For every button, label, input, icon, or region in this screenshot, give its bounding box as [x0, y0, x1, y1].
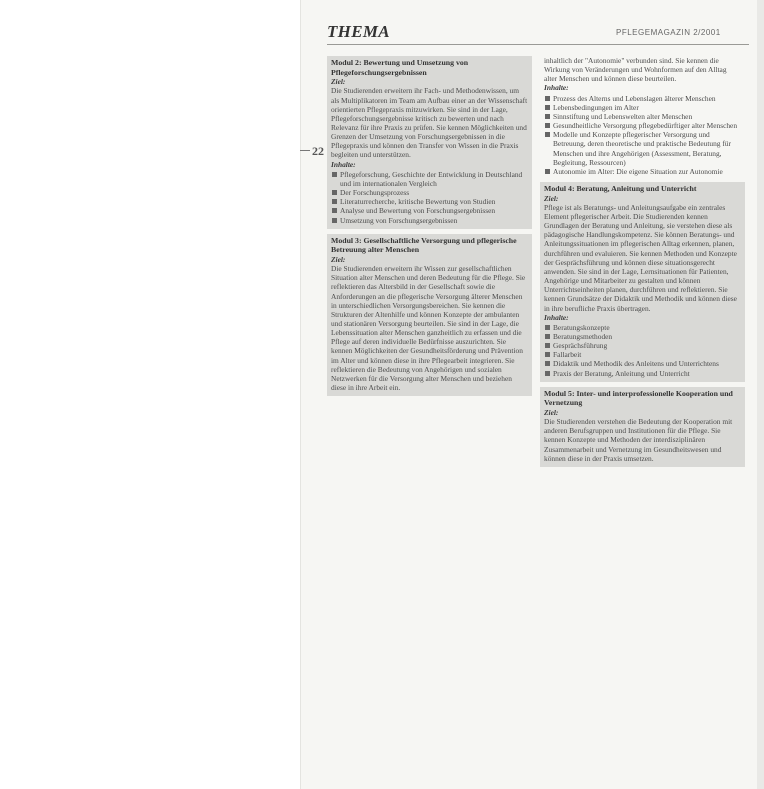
list-item: Analyse und Bewertung von Forschungsergebnissen — [331, 206, 528, 215]
right-column — [540, 56, 745, 472]
list-item: Lebensbedingungen im Alter — [544, 103, 741, 112]
left-column — [327, 56, 532, 401]
ziel-label: Ziel: — [331, 254, 346, 264]
fold-mark — [300, 150, 310, 151]
ziel-label: Ziel: — [544, 407, 559, 417]
ziel-text: Die Studierenden erweitern ihr Fach- und Methodenwissen, um als Multiplikatoren im Team am Aufbau einer an der Wissenschaft orientierten Pflegepraxis mitzuwirken. Sie sind in der Lage, Pflegeforschungsergebnisse kritisch zu bewerten und nach Relevanz für ihre Praxis zu prüfen. Sie kennen Möglichkeiten und Grenzen der Umsetzung von Forschungsergebnissen in die Pflegepraxis und können den Transfer von Wissen in die Praxis begleiten und unterstützen. — [331, 86, 528, 160]
page-edge — [757, 0, 764, 789]
content-list — [331, 170, 528, 225]
header-rule — [327, 44, 749, 45]
scan-background — [0, 0, 300, 789]
section-title: THEMA — [327, 22, 390, 41]
list-item: Modelle und Konzepte pflegerischer Versorgung und Betreuung, deren theoretische und praktische Bedeutung für Menschen und ihre Angehörigen (Assessment, Beratung, Begleitung, Ressourcen) — [544, 130, 741, 167]
inhalte-label: Inhalte: — [331, 159, 356, 169]
continued-text: inhaltlich der "Autonomie" verbunden sind. Sie kennen die Wirkung von Veränderungen und Wohnformen auf den Alltag alter Menschen und können diese beurteilen. — [544, 56, 727, 84]
module-4-box — [540, 182, 745, 382]
page-number: 22 — [312, 144, 324, 158]
module-2-box — [327, 56, 532, 229]
list-item: Sinnstiftung und Lebenswelten alter Menschen — [544, 112, 741, 121]
module-5-box — [540, 387, 745, 467]
ziel-text: Die Studierenden verstehen die Bedeutung der Kooperation mit anderen Berufsgruppen und Institutionen für die Pflege. Sie kennen Konzepte und Methoden der interdisziplinären Zusammenarbeit und Vernetzung im Gesundheitswesen und können diese in der Praxis umsetzen. — [544, 417, 733, 463]
module-title: Modul 5: Inter- und interprofessionelle Kooperation und Vernetzung — [544, 388, 733, 408]
list-item: Umsetzung von Forschungsergebnissen — [331, 216, 528, 225]
content-list — [544, 94, 741, 176]
list-item: Beratungskonzepte — [544, 323, 741, 332]
ziel-text: Pflege ist als Beratungs- und Anleitungsaufgabe ein zentrales Element pflegerischer Arbeit. Die Studierenden kennen Grundlagen der Beratung und Anleitung, sie verstehen diese als pädagogische Handlungskompetenz. Sie können Beratungs- und Anleitungssituationen im pflegerischen Alltag erkennen, planen, durchführen und evaluieren. Sie kennen Methoden und Konzepte der Gesprächsführung und können diese situationsgerecht anwenden. Sie sind in der Lage, Lernsituationen für Patienten, Angehörige und Mitarbeiter zu gestalten und können Unterrichtseinheiten planen, durchführen und reflektieren. Sie kennen Grundsätze der Didaktik und Methodik und können diese in ihre berufliche Praxis übertragen. — [544, 202, 737, 313]
module-3-continued — [540, 56, 745, 176]
list-item: Prozess des Alterns und Lebenslagen älterer Menschen — [544, 94, 741, 103]
list-item: Autonomie im Alter: Die eigene Situation zur Autonomie — [544, 167, 741, 176]
list-item: Beratungsmethoden — [544, 332, 741, 341]
ziel-label: Ziel: — [544, 193, 559, 203]
ziel-label: Ziel: — [331, 77, 346, 87]
list-item: Pflegeforschung, Geschichte der Entwicklung in Deutschland und im internationalen Vergleich — [331, 170, 528, 188]
inhalte-label: Inhalte: — [544, 83, 569, 93]
inhalte-label: Inhalte: — [544, 312, 569, 322]
module-title: Modul 2: Bewertung und Umsetzung von Pflegeforschungsergebnissen — [331, 58, 469, 77]
list-item: Didaktik und Methodik des Anleitens und Unterrichtens — [544, 359, 741, 368]
content-list — [544, 323, 741, 378]
module-title: Modul 3: Gesellschaftliche Versorgung und pflegerische Betreuung alter Menschen — [331, 235, 517, 255]
module-3-box — [327, 234, 532, 397]
list-item: Der Forschungsprozess — [331, 188, 528, 197]
list-item: Literaturrecherche, kritische Bewertung von Studien — [331, 197, 528, 206]
list-item: Gesprächsführung — [544, 341, 741, 350]
module-title: Modul 4: Beratung, Anleitung und Unterricht — [544, 184, 697, 194]
list-item: Fallarbeit — [544, 350, 741, 359]
magazine-name: PFLEGEMAGAZIN 2/2001 — [616, 28, 721, 37]
list-item: Gesundheitliche Versorgung pflegebedürftiger alter Menschen — [544, 121, 741, 130]
ziel-text: Die Studierenden erweitern ihr Wissen zur gesellschaftlichen Situation alter Menschen und deren Bedeutung für die Pflege. Sie reflektieren das Altersbild in der Gesellschaft sowie die Anforderungen an die pflegerische Versorgung älterer Menschen in unterschiedlichen Versorgungsbereichen. Sie kennen die Strukturen der Altenhilfe und können Konzepte der ambulanten und stationären Versorgung beurteilen. Sie sind in der Lage, die Lebenssituation alter Menschen ganzheitlich zu erfassen und die Pflege auf deren individuelle Bedürfnisse auszurichten. Sie kennen Möglichkeiten der Gesundheitsförderung und Prävention im Alter und können diese in ihre Pflegearbeit integrieren. Sie reflektieren die Bedeutung von Angehörigen und sozialen Netzwerken für die Versorgung alter Menschen und beziehen diese in ihre Arbeit ein. — [331, 264, 526, 393]
list-item: Praxis der Beratung, Anleitung und Unterricht — [544, 369, 741, 378]
